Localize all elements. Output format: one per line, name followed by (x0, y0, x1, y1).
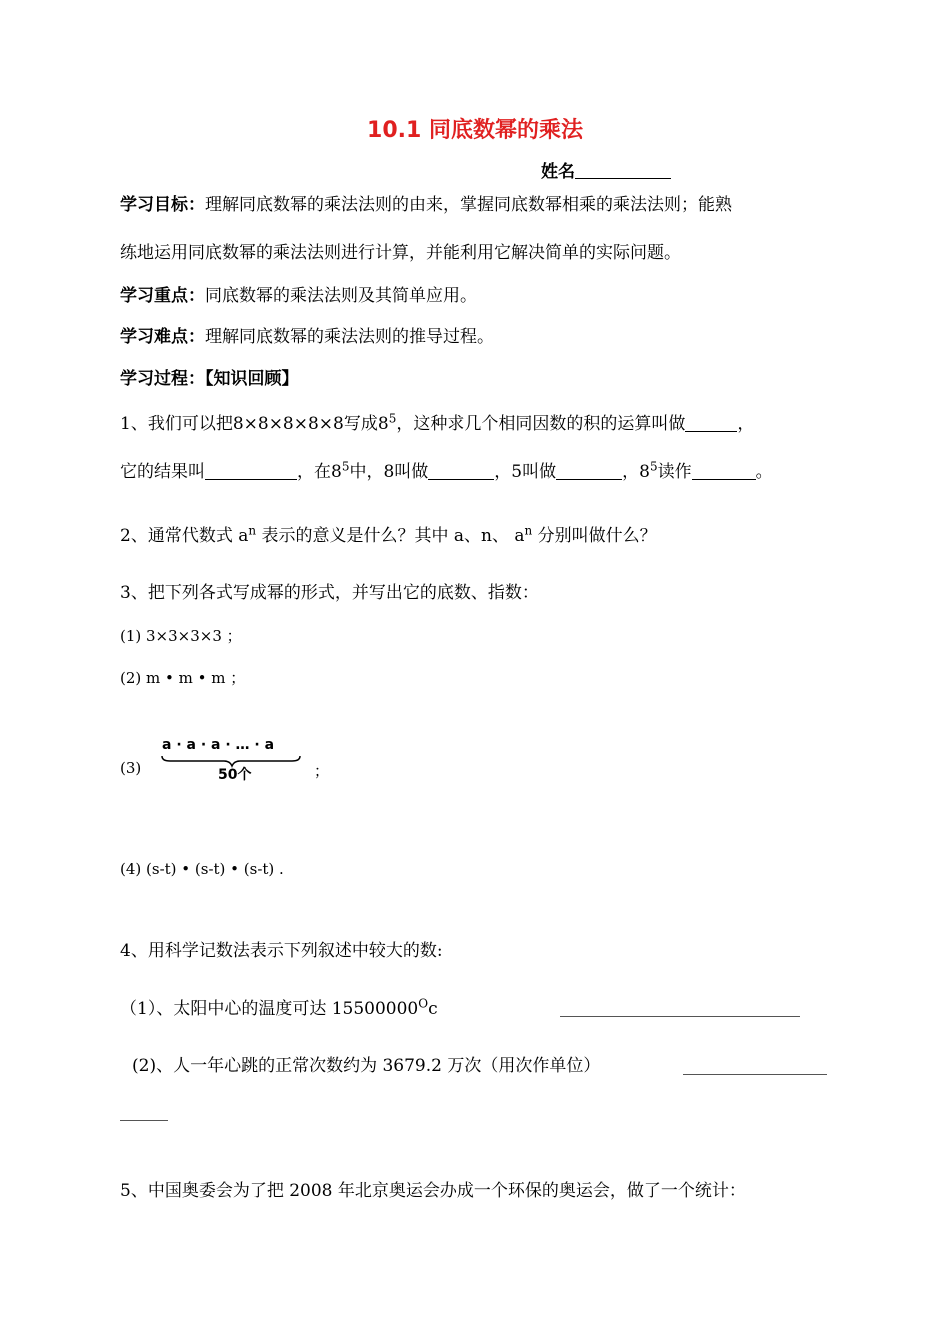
q1-text-f: 中，8叫做 (349, 462, 429, 482)
q4-item-1-unit: c (428, 999, 438, 1019)
q1-text-h: ，8 (622, 462, 650, 482)
q1-blank-1[interactable] (685, 415, 737, 432)
q1-blank-3[interactable] (428, 463, 494, 480)
goals-text-1: 理解同底数幂的乘法法则的由来，掌握同底数幂相乘的乘法法则；能熟 (205, 195, 732, 215)
q3-item-3-end: ； (314, 762, 330, 780)
key-point-text: 同底数幂的乘法法则及其简单应用。 (205, 286, 477, 306)
q4-item-1-text: （1）、太阳中心的温度可达 15500000 (120, 999, 419, 1019)
key-point-label: 学习重点： (120, 286, 205, 306)
q4-item-2: (2)、人一年心跳的正常次数约为 3679.2 万次（用次作单位） (132, 1056, 601, 1076)
q3-item-3-expression (160, 737, 305, 787)
process-label: 学习过程： (120, 369, 205, 389)
q3-item-3-label: (3) (120, 759, 142, 777)
q1-text-b: ，这种求几个相同因数的积的运算叫做 (396, 414, 686, 434)
q1-line-2 (120, 461, 773, 483)
q3-item-4: (4) (s-t) • (s-t) • (s-t) . (120, 860, 284, 878)
difficulty-label: 学习难点： (120, 327, 205, 347)
q3-item-3-count: 50个 (218, 767, 252, 783)
q4-answer-line-1[interactable] (560, 1016, 800, 1017)
q1-text-e: ，在8 (297, 462, 342, 482)
q1-text-c: ， (737, 414, 755, 434)
q4-item-1 (120, 998, 438, 1020)
q3-item-3-product: a · a · a · … · a (162, 737, 275, 753)
q1-line-1 (120, 413, 754, 435)
goals-line-2: 练地运用同底数幂的乘法法则进行计算，并能利用它解决简单的实际问题。 (120, 243, 681, 263)
page-title: 10.1 同底数幂的乘法 (367, 118, 583, 143)
goals-label: 学习目标： (120, 195, 205, 215)
q4-answer-line-2-cont[interactable] (120, 1120, 168, 1121)
goals-line-1 (120, 194, 732, 216)
q1-exp-2: 5 (341, 459, 350, 474)
q1-blank-5[interactable] (692, 463, 756, 480)
q2-exp-1: n (248, 523, 257, 538)
q2-text-c: 分别叫做什么？ (532, 526, 657, 546)
q1-text-i: 读作 (657, 462, 692, 482)
q2-text-a: 2、通常代数式 a (120, 526, 249, 546)
process-line (120, 368, 299, 390)
difficulty-text: 理解同底数幂的乘法法则的推导过程。 (205, 327, 494, 347)
q4-item-1-degree: O (418, 996, 429, 1011)
q1-blank-4[interactable] (556, 463, 622, 480)
name-blank[interactable] (575, 162, 671, 179)
q1-exp-1: 5 (388, 411, 397, 426)
q4-intro: 4、用科学记数法表示下列叙述中较大的数: (120, 941, 443, 961)
q1-exp-3: 5 (649, 459, 658, 474)
key-point-line (120, 285, 477, 307)
q1-blank-2[interactable] (205, 463, 297, 480)
q3-intro: 3、把下列各式写成幂的形式，并写出它的底数、指数： (120, 583, 539, 603)
name-label: 姓名 (541, 162, 575, 182)
q1-text-a: 1、我们可以把8×8×8×8×8写成8 (120, 414, 389, 434)
q1-text-g: ，5叫做 (494, 462, 557, 482)
q3-item-2: (2) m • m • m ； (120, 669, 246, 687)
q5-line: 5、中国奥委会为了把 2008 年北京奥运会办成一个环保的奥运会，做了一个统计： (120, 1181, 746, 1201)
q4-answer-line-2[interactable] (683, 1074, 827, 1075)
difficulty-line (120, 326, 494, 348)
q2-text-b: 表示的意义是什么？其中 a、n、 a (256, 526, 525, 546)
q3-item-1: (1) 3×3×3×3 ； (120, 627, 242, 645)
q2-line (120, 525, 657, 547)
name-field[interactable] (541, 157, 671, 182)
q1-text-j: 。 (755, 462, 773, 482)
q2-exp-2: n (524, 523, 533, 538)
process-section: 【知识回顾】 (205, 369, 299, 389)
q1-text-d: 它的结果叫 (120, 462, 205, 482)
